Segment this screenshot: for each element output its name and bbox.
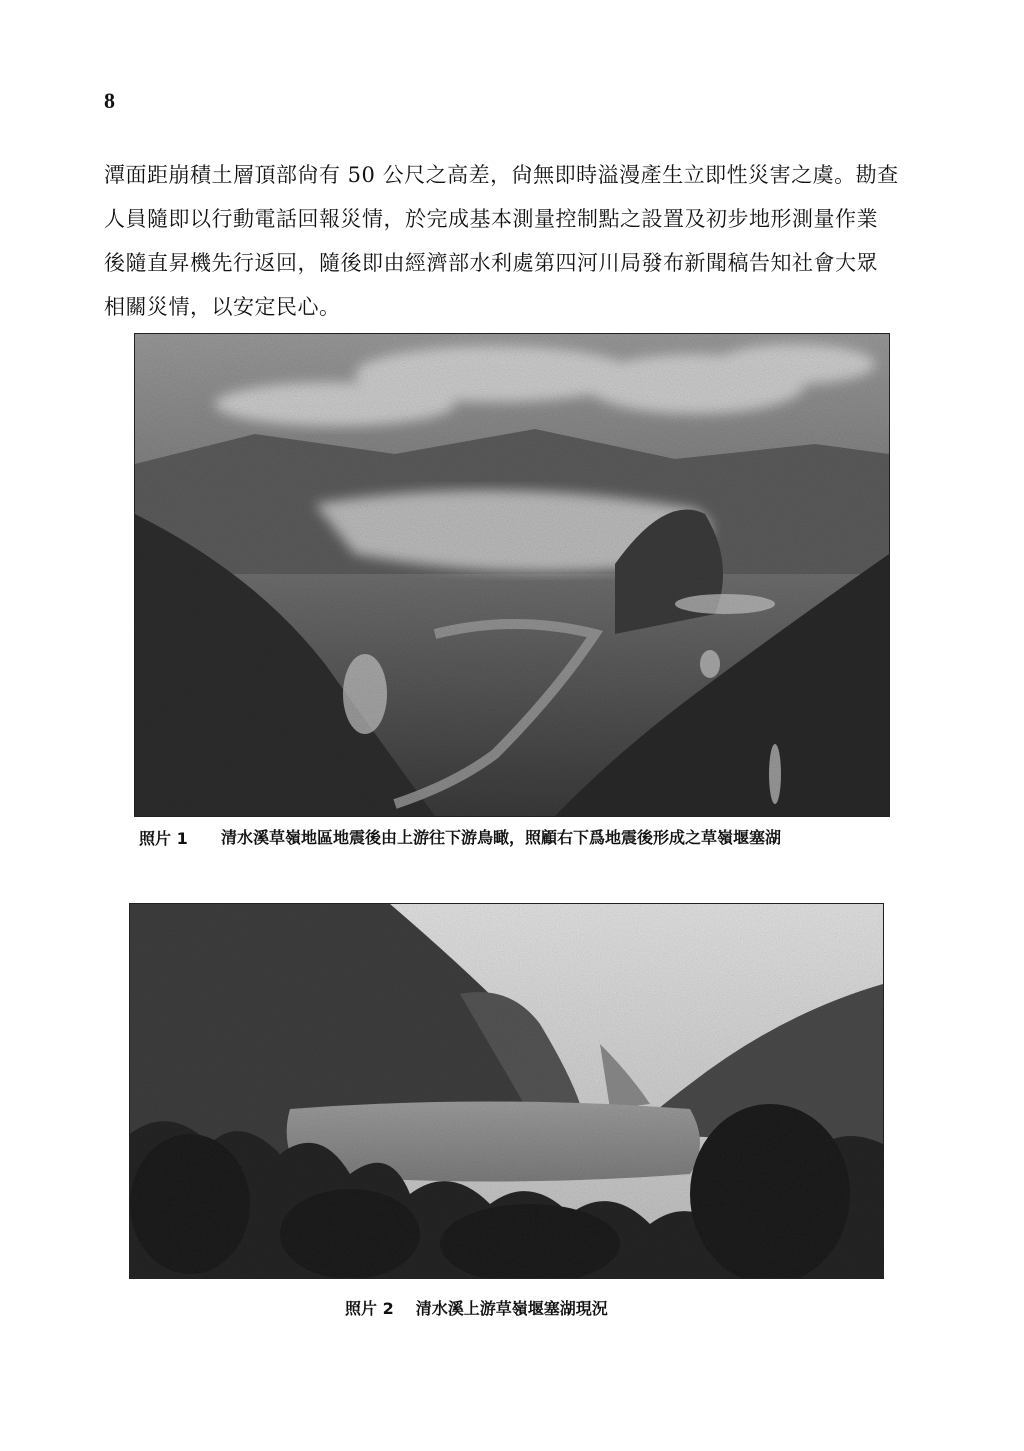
paragraph-line: 相關災情，以安定民心。 [104,295,341,319]
aerial-valley-image [135,334,889,816]
figure-label: 照片 1 [139,829,188,848]
figure-label: 照片 2 [345,1299,394,1318]
paragraph-line: 人員隨即以行動電話回報災情，於完成基本測量控制點之設置及初步地形測量作業 [104,207,878,231]
figure-caption-text: 清水溪上游草嶺堰塞湖現況 [415,1299,608,1318]
paragraph-line: 後隨直昇機先行返回，隨後即由經濟部水利處第四河川局發布新聞稿告知社會大眾 [104,251,878,275]
paragraph-line: 潭面距崩積土層頂部尙有 50 公尺之高差，尙無即時溢漫產生立即性災害之虞。勘查 [104,163,899,187]
figure-caption-2 [345,1296,608,1319]
photo-aerial-valley [134,333,890,817]
figure-caption-text: 清水溪草嶺地區地震後由上游往下游鳥瞰，照顧右下爲地震後形成之草嶺堰塞湖 [221,828,782,847]
body-paragraph [104,153,924,329]
lake-valley-image [130,904,883,1278]
page-number: 8 [104,88,115,113]
photo-lake-valley [129,903,884,1279]
